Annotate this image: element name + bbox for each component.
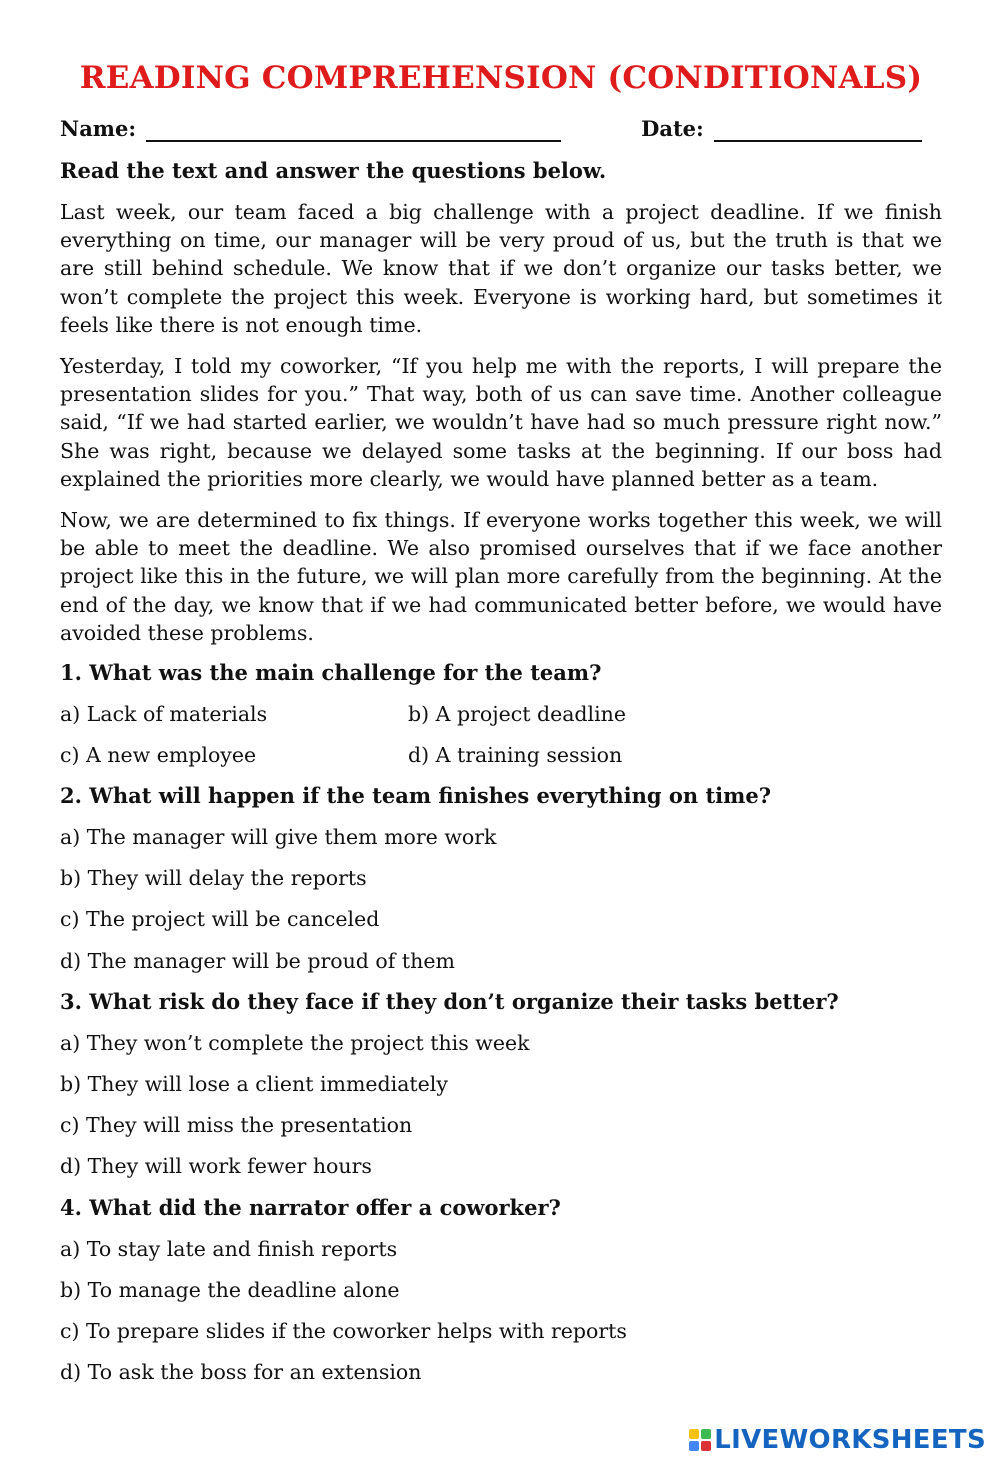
answer-option[interactable]: c) The project will be canceled [60,907,380,932]
name-label: Name: [60,116,137,141]
answer-option[interactable]: d) The manager will be proud of them [60,948,455,973]
options-list [60,824,942,974]
question-text: 2. What will happen if the team finishes everything on time? [60,783,772,809]
name-blank-line[interactable] [146,122,561,142]
name-field [60,116,561,142]
question-block [60,660,942,768]
answer-option[interactable]: b) To manage the deadline alone [60,1277,400,1302]
answer-option[interactable]: b) They will lose a client immediately [60,1071,448,1096]
answer-option[interactable]: d) A training session [408,743,623,768]
question-block [60,989,942,1180]
answer-option[interactable]: b) A project deadline [408,702,626,727]
date-blank-line[interactable] [714,122,922,142]
date-field [641,116,922,142]
answer-option[interactable]: a) They won’t complete the project this week [60,1030,530,1055]
instruction-text: Read the text and answer the questions below. [60,158,607,183]
logo-text: LIVEWORKSHEETS [714,1425,986,1455]
options-grid [60,701,942,768]
question-block [60,783,942,974]
date-label: Date: [641,116,704,141]
answer-option[interactable]: c) To prepare slides if the coworker helps with reports [60,1318,627,1343]
answer-option[interactable]: c) A new employee [60,743,257,768]
page-title: READING COMPREHENSION (CONDITIONALS) [79,60,923,96]
liveworksheets-logo[interactable] [689,1425,986,1455]
answer-option[interactable]: a) The manager will give them more work [60,825,497,850]
answer-option[interactable]: d) They will work fewer hours [60,1154,372,1179]
worksheet-page [60,58,942,1400]
question-block [60,1195,942,1386]
question-text: 3. What risk do they face if they don’t organize their tasks better? [60,988,839,1014]
answer-option[interactable]: a) To stay late and finish reports [60,1236,398,1261]
options-list [60,1236,942,1386]
student-info-row [60,116,942,142]
answer-option[interactable]: d) To ask the boss for an extension [60,1360,422,1385]
answer-option[interactable]: b) They will delay the reports [60,866,367,891]
passage-paragraph: Yesterday, I told my coworker, “If you help me with the reports, I will prepare the presentation slides for you.” That way, both of us can save time. Another colleague said, “If we had started earlier, we wouldn’t have had so much pressure right now.” She was right, because we delayed some tasks at the beginning. If our boss had explained the priorities more clearly, we would have planned better as a team. [60,354,942,491]
options-list [60,1030,942,1180]
liveworksheets-logo-icon [689,1429,711,1451]
answer-option[interactable]: c) They will miss the presentation [60,1113,413,1138]
question-text: 4. What did the narrator offer a coworker? [60,1194,561,1220]
passage-paragraph: Now, we are determined to fix things. If everyone works together this week, we will be able to meet the deadline. We also promised ourselves that if we face another project like this in the future, we will plan more carefully from the beginning. At the end of the day, we know that if we had communicated better before, we would have avoided these problems. [60,508,942,645]
passage-paragraph: Last week, our team faced a big challenge with a project deadline. If we finish everything on time, our manager will be very proud of us, but the truth is that we are still behind schedule. We know that if we don’t organize our tasks better, we won’t complete the project this week. Everyone is working hard, but sometimes it feels like there is not enough time. [60,200,942,337]
answer-option[interactable]: a) Lack of materials [60,702,268,727]
question-text: 1. What was the main challenge for the team? [60,660,602,686]
